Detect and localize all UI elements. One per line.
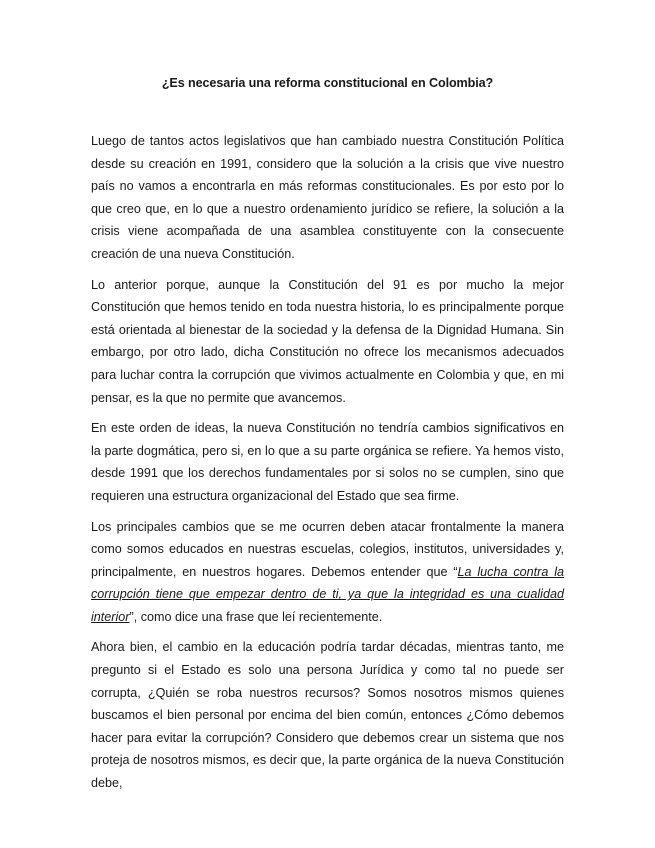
paragraph-4-tail: ”, como dice una frase que leí recientemente. — [129, 609, 383, 624]
document-title: ¿Es necesaria una reforma constitucional en Colombia? — [161, 76, 494, 90]
paragraph-4-lead: Los principales cambios que se me ocurren deben atacar frontalmente la manera como somos educados en nuestras escuelas, colegios, institutos, universidades y, principalmente, en nuestros hogares. Debemos entender que “ — [91, 519, 564, 579]
paragraph-1: Luego de tantos actos legislativos que han cambiado nuestra Constitución Política desde su creación en 1991, considero que la solución a la crisis que vive nuestro país no vamos a encontrarla en más reformas constitucionales. Es por esto por lo que creo que, en lo que a nuestro ordenamiento jurídico se refiere, la solución a la crisis viene acompañada de una asamblea constituyente con la consecuente creación de una nueva Constitución. — [91, 134, 564, 261]
paragraph-5: Ahora bien, el cambio en la educación podría tardar décadas, mientras tanto, me pregunto si el Estado es solo una persona Jurídica y como tal no puede ser corrupta, ¿Quién se roba nuestros recursos? Somos nosotros mismos quienes buscamos el bien personal por encima del bien común, entonces ¿Cómo debemos hacer para evitar la corrupción? Considero que debemos crear un sistema que nos proteja de nosotros mismos, es decir que, la parte orgánica de la nueva Constitución debe, — [91, 640, 564, 791]
document-body — [91, 130, 564, 803]
paragraph-4 — [91, 516, 564, 629]
paragraph-3: En este orden de ideas, la nueva Constitución no tendría cambios significativos en la parte dogmática, pero si, en lo que a su parte orgánica se refiere. Ya hemos visto, desde 1991 que los derechos fundamentales por si solos no se cumplen, sino que requieren una estructura organizacional del Estado que sea firme. — [91, 421, 564, 503]
quoted-phrase: La lucha contra la corrupción tiene que empezar dentro de ti, ya que la integridad es una cualidad interior — [91, 564, 564, 624]
paragraph-2: Lo anterior porque, aunque la Constitución del 91 es por mucho la mejor Constitución que hemos tenido en toda nuestra historia, lo es principalmente porque está orientada al bienestar de la sociedad y la defensa de la Dignidad Humana. Sin embargo, por otro lado, dicha Constitución no ofrece los mecanismos adecuados para luchar contra la corrupción que vivimos actualmente en Colombia y que, en mi pensar, es la que no permite que avancemos. — [91, 277, 564, 405]
